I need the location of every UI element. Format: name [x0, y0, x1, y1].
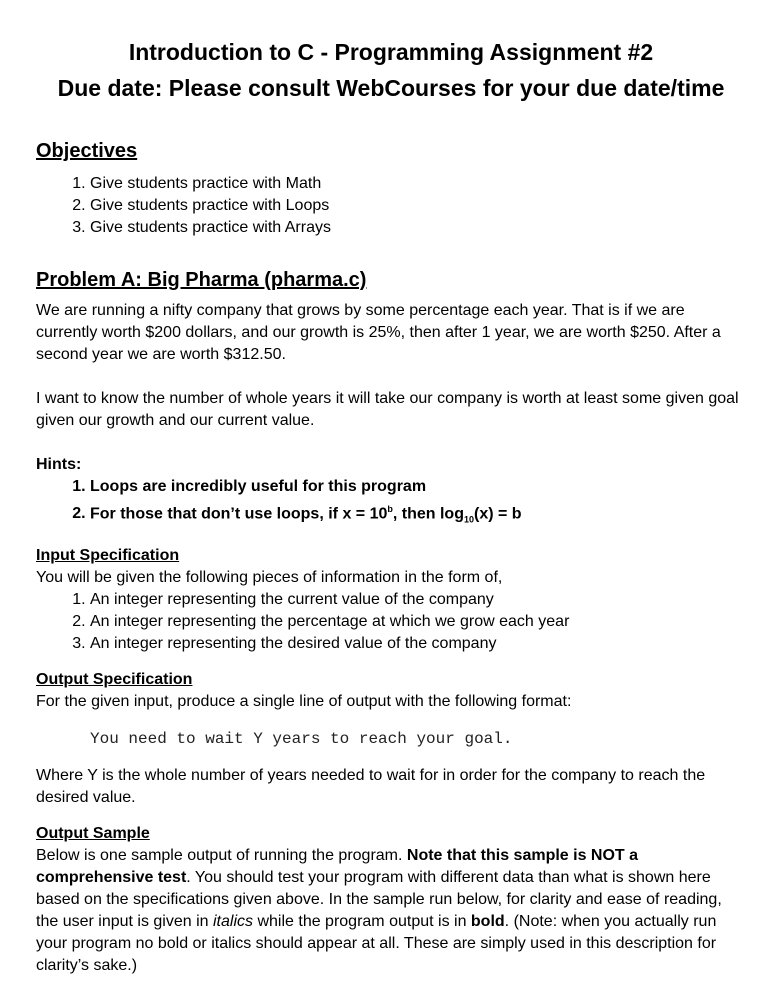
objectives-heading: Objectives [36, 140, 138, 162]
sample-text: . (Note: when you actually run your program no bold or italics should appear at all. These are simply used in this description for clarity’s sake.) [36, 912, 717, 974]
list-item: 3. An integer representing the desired value of the company [90, 633, 746, 655]
list-item: 1. An integer representing the current value of the company [90, 589, 746, 611]
objectives-list [36, 173, 746, 239]
hint-text: (x) = b [474, 505, 522, 523]
input-spec-intro: You will be given the following pieces of information in the form of, [36, 568, 503, 586]
hints-list [36, 476, 746, 531]
sample-text: . You should test your program with different data than what is shown here based on the specifications given above. In the sample run below, for clarity and ease of reading, the user input is given in [36, 868, 722, 930]
hint-text: , then log [392, 505, 464, 523]
due-date-line: Due date: Please consult WebCourses for your due date/time [57, 75, 725, 101]
input-spec-list [36, 589, 746, 655]
hint-subscript: 10 [463, 514, 474, 525]
hints-label: Hints: [36, 456, 82, 473]
sample-bold-note: Note that this sample is NOT a comprehensive test [36, 846, 639, 886]
hint-text: For those that don’t use loops, if x = 10 [90, 505, 388, 523]
list-item: 2. An integer representing the percentage at which we grow each year [90, 611, 746, 633]
list-item [90, 498, 746, 531]
output-sample-text [36, 845, 746, 977]
problem-heading: Problem A: Big Pharma (pharma.c) [36, 269, 367, 291]
output-spec-explain: Where Y is the whole number of years needed to wait for in order for the company to reach the desired value. [36, 766, 706, 806]
problem-intro: We are running a nifty company that grows by some percentage each year. That is if we are currently worth $200 dollars, and our growth is 25%, then after 1 year, we are worth $250. After a second year we are worth $312.50. [36, 302, 721, 363]
list-item: 3. Give students practice with Arrays [90, 217, 746, 239]
output-format-code: You need to wait Y years to reach your goal. [90, 729, 513, 748]
document-title: Introduction to C - Programming Assignment #2 [128, 39, 654, 65]
output-spec-heading: Output Specification [36, 670, 193, 688]
output-spec-intro: For the given input, produce a single line of output with the following format: [36, 692, 572, 710]
sample-text: while the program output is in [253, 912, 471, 930]
input-spec-heading: Input Specification [36, 546, 180, 564]
output-sample-heading: Output Sample [36, 824, 150, 842]
sample-text: Below is one sample output of running the program. [36, 846, 407, 864]
list-item: 2. Give students practice with Loops [90, 195, 746, 217]
sample-italic-word: italics [213, 912, 254, 930]
problem-question: I want to know the number of whole years it will take our company is worth at least some given goal given our growth and our current value. [36, 390, 739, 429]
list-item: 1. Give students practice with Math [90, 173, 746, 195]
list-item: 1. Loops are incredibly useful for this program [90, 476, 746, 498]
sample-bold-word: bold [470, 912, 505, 930]
hint-superscript: b [387, 504, 393, 514]
